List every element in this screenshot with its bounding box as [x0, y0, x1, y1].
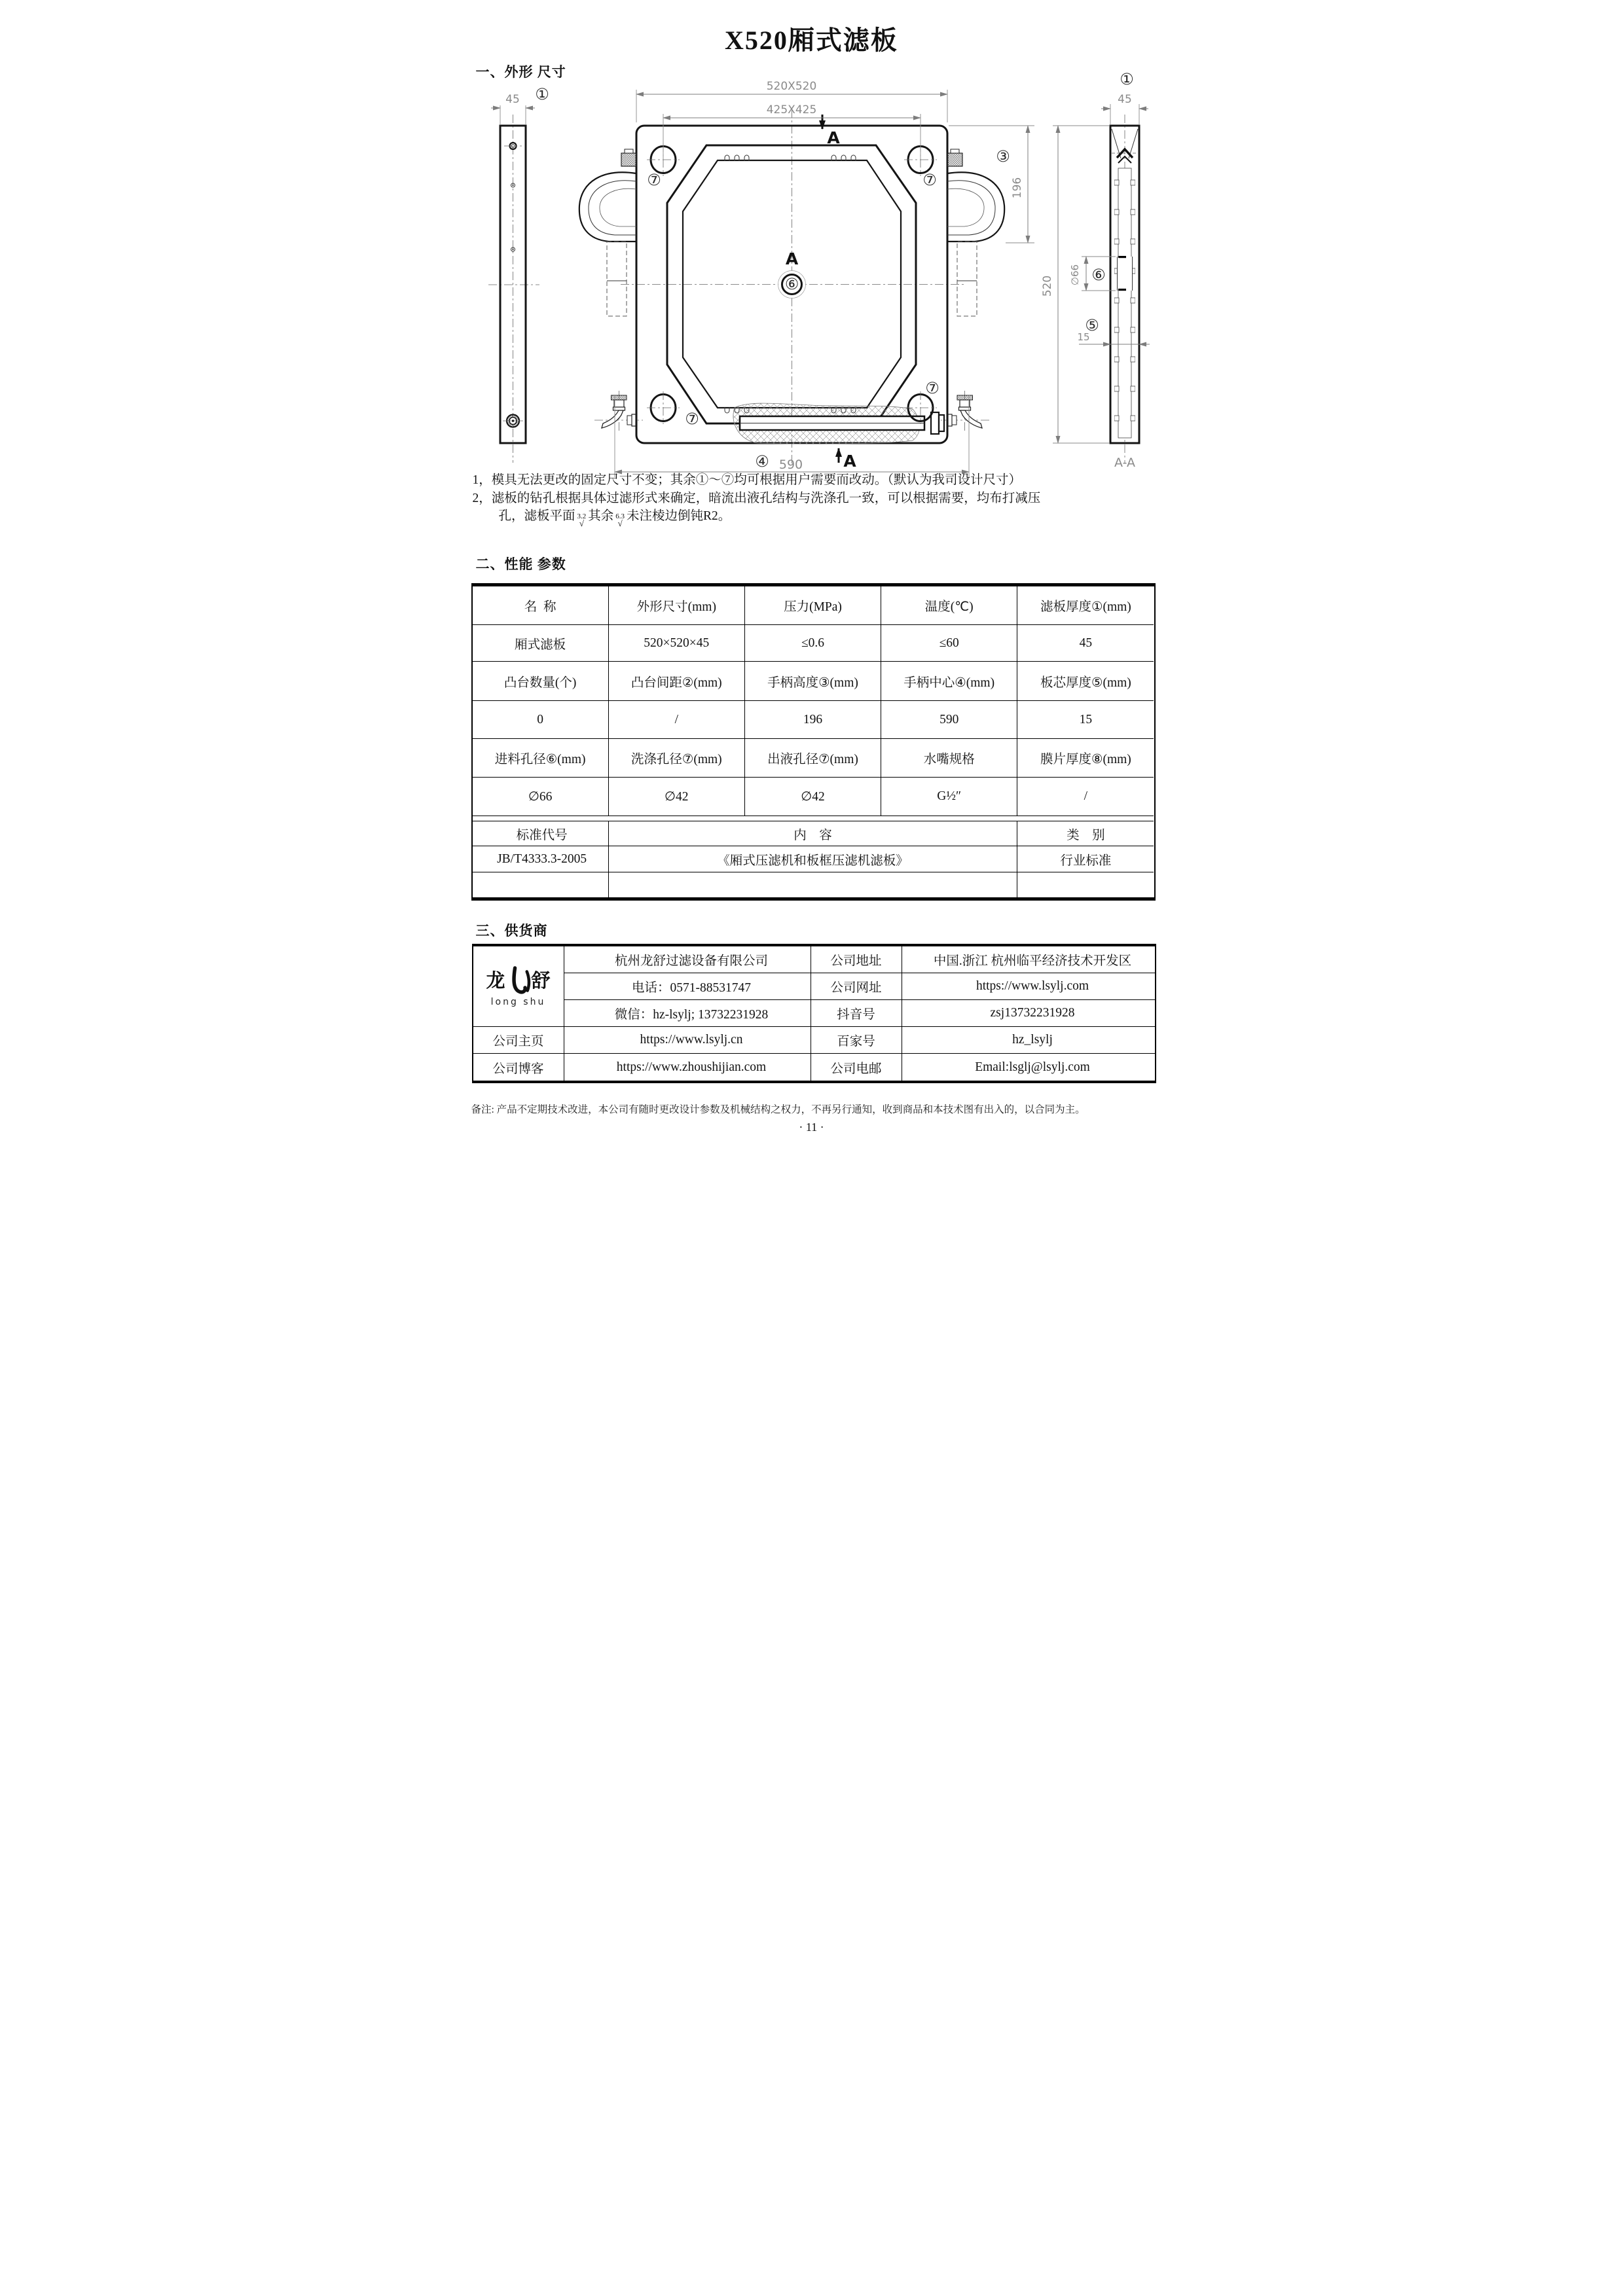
note-line-3-text: 未注棱边倒钝R2。 [627, 509, 731, 523]
logo-mark-icon [505, 966, 532, 996]
param-value-cell: 《厢式压滤机和板框压滤机滤板》 [609, 846, 1018, 872]
callout-6-center: ⑥ [784, 275, 799, 293]
supplier-value-cell: zsj13732231928 [902, 1000, 1155, 1027]
note-line-3-text: 孔，滤板平面 [498, 509, 575, 523]
supplier-label-cell: 公司地址 [811, 946, 902, 973]
section-view-aa [1041, 70, 1150, 470]
dim-thickness-left: 45 [505, 93, 520, 106]
param-value-cell: ∅66 [473, 778, 609, 816]
param-value-cell: 15 [1017, 701, 1154, 739]
supplier-value-cell: https://www.lsylj.cn [564, 1027, 811, 1054]
page-title: X520厢式滤板 [725, 26, 898, 55]
supplier-label-cell: 抖音号 [811, 1000, 902, 1027]
supplier-value-cell: 电话：0571-88531747 [564, 973, 811, 1000]
param-header-cell: 压力(MPa) [745, 586, 881, 625]
supplier-label-cell: 百家号 [811, 1027, 902, 1054]
technical-drawing [427, 70, 1154, 486]
document-page [406, 0, 1218, 1148]
dim-hole-spacing: 425X425 [766, 103, 816, 117]
param-value-cell [609, 872, 1018, 897]
param-header-cell: 手柄中心④(mm) [881, 662, 1017, 701]
param-header-cell: 标准代号 [473, 821, 609, 846]
callout-3: ③ [995, 147, 1010, 166]
logo-en-text: long shu [490, 996, 546, 1007]
param-header-cell: 类 别 [1017, 821, 1154, 846]
section-mark-bottom: A [843, 452, 856, 471]
supplier-label-cell: 公司博客 [473, 1054, 564, 1081]
section-heading-outline: 一、外形 尺寸 [475, 64, 566, 80]
supplier-value-cell: https://www.zhoushijian.com [564, 1054, 811, 1081]
supplier-table [472, 944, 1156, 1083]
notes-block [473, 471, 1157, 527]
param-header-cell: 洗涤孔径⑦(mm) [609, 739, 745, 778]
supplier-label-cell: 公司网址 [811, 973, 902, 1000]
surface-finish-symbol: 6.3 √ [615, 512, 625, 528]
param-header-cell: 凸台数量(个) [473, 662, 609, 701]
param-value-cell: ≤60 [881, 625, 1017, 662]
param-value-cell: ∅42 [745, 778, 881, 816]
callout-1-left: ① [534, 85, 549, 103]
supplier-value-cell: 杭州龙舒过滤设备有限公司 [564, 946, 811, 973]
param-value-cell: ∅42 [609, 778, 745, 816]
dim-feed-hole: ∅66 [1068, 264, 1081, 286]
param-value-cell: 590 [881, 701, 1017, 739]
param-value-cell: 0 [473, 701, 609, 739]
supplier-label-cell: 公司电邮 [811, 1054, 902, 1081]
supplier-value-cell: https://www.lsylj.com [902, 973, 1155, 1000]
param-header-cell: 进料孔径⑥(mm) [473, 739, 609, 778]
param-value-cell: 45 [1017, 625, 1154, 662]
callout-5: ⑤ [1084, 316, 1099, 334]
callout-7-bottom-left: ⑦ [684, 410, 699, 428]
param-value-cell: 196 [745, 701, 881, 739]
param-header-cell: 水嘴规格 [881, 739, 1017, 778]
param-table-spacer [473, 816, 1154, 821]
param-header-cell: 内 容 [609, 821, 1018, 846]
performance-table [471, 583, 1156, 901]
dim-handle-height: 196 [1010, 177, 1024, 199]
front-view [579, 80, 1034, 477]
param-value-cell: 厢式滤板 [473, 625, 609, 662]
dim-plate-size: 520X520 [766, 80, 816, 93]
param-header-cell: 温度(℃) [881, 586, 1017, 625]
supplier-value-cell: 中国.浙江 杭州临平经济技术开发区 [902, 946, 1155, 973]
param-header-cell: 凸台间距②(mm) [609, 662, 745, 701]
supplier-logo [473, 946, 564, 1027]
logo-char-shu: 舒 [531, 970, 551, 992]
callout-4: ④ [754, 452, 769, 471]
supplier-label-cell: 公司主页 [473, 1027, 564, 1054]
dim-handle-center: 590 [778, 457, 803, 472]
section-mark-center: A [785, 249, 798, 268]
note-line-2: 2，滤板的钻孔根据具体过滤形式来确定，暗流出液孔结构与洗涤孔一致，可以根据需要，均布打减压 [472, 491, 1041, 505]
param-value-cell: / [609, 701, 745, 739]
param-value-cell: 520×520×45 [609, 625, 745, 662]
param-value-cell: G½″ [881, 778, 1017, 816]
section-name-label: A-A [1114, 456, 1135, 470]
param-value-cell [473, 872, 609, 897]
footer-note: 备注: 产品不定期技术改进，本公司有随时更改设计参数及机械结构之权力，不再另行通知，收到商品和本技术图有出入的，以合同为主。 [471, 1104, 1085, 1115]
left-side-view [488, 85, 549, 463]
callout-6-section: ⑥ [1091, 266, 1106, 284]
param-value-cell: 行业标准 [1017, 846, 1154, 872]
param-header-cell: 滤板厚度①(mm) [1017, 586, 1154, 625]
callout-7-top-left: ⑦ [646, 171, 661, 189]
section-heading-performance: 二、性能 参数 [475, 556, 566, 572]
note-line-3 [473, 507, 1157, 527]
handle-bar-nut [931, 412, 939, 434]
dim-plate-height: 520 [1040, 275, 1054, 297]
surface-finish-symbol: 3.2 √ [577, 512, 587, 528]
section-heading-supplier: 三、供货商 [475, 923, 548, 939]
note-line-3-text: 其余 [588, 509, 614, 523]
callout-1-right: ① [1119, 70, 1134, 88]
note-line-1: 1，模具无法更改的固定尺寸不变；其余①～⑦均可根据用户需要而改动。（默认为我司设计尺寸） [472, 473, 1022, 487]
dim-thickness-right: 45 [1117, 93, 1132, 106]
param-value-cell: ≤0.6 [745, 625, 881, 662]
supplier-value-cell: Email:lsglj@lsylj.com [975, 1060, 1090, 1074]
page-number: · 11 · [799, 1121, 824, 1134]
feed-channel [1117, 257, 1133, 291]
callout-7-bottom-right: ⑦ [924, 379, 939, 397]
param-header-cell: 膜片厚度⑧(mm) [1017, 739, 1154, 778]
param-value-cell [1017, 872, 1154, 897]
supplier-value-cell: 微信：hz-lsylj; 13732231928 [564, 1000, 811, 1027]
param-value-cell: JB/T4333.3-2005 [473, 846, 609, 872]
param-header-cell: 名 称 [473, 586, 609, 625]
callout-7-top-right: ⑦ [922, 171, 937, 189]
param-header-cell: 板芯厚度⑤(mm) [1017, 662, 1154, 701]
logo-char-long: 龙 [486, 970, 505, 992]
section-mark-top: A [826, 128, 840, 147]
param-value-cell: / [1017, 778, 1154, 816]
supplier-value-cell: hz_lsylj [902, 1027, 1155, 1054]
param-header-cell: 外形尺寸(mm) [609, 586, 745, 625]
dim-core-thickness: 15 [1076, 331, 1090, 343]
param-header-cell: 出液孔径⑦(mm) [745, 739, 881, 778]
param-header-cell: 手柄高度③(mm) [745, 662, 881, 701]
